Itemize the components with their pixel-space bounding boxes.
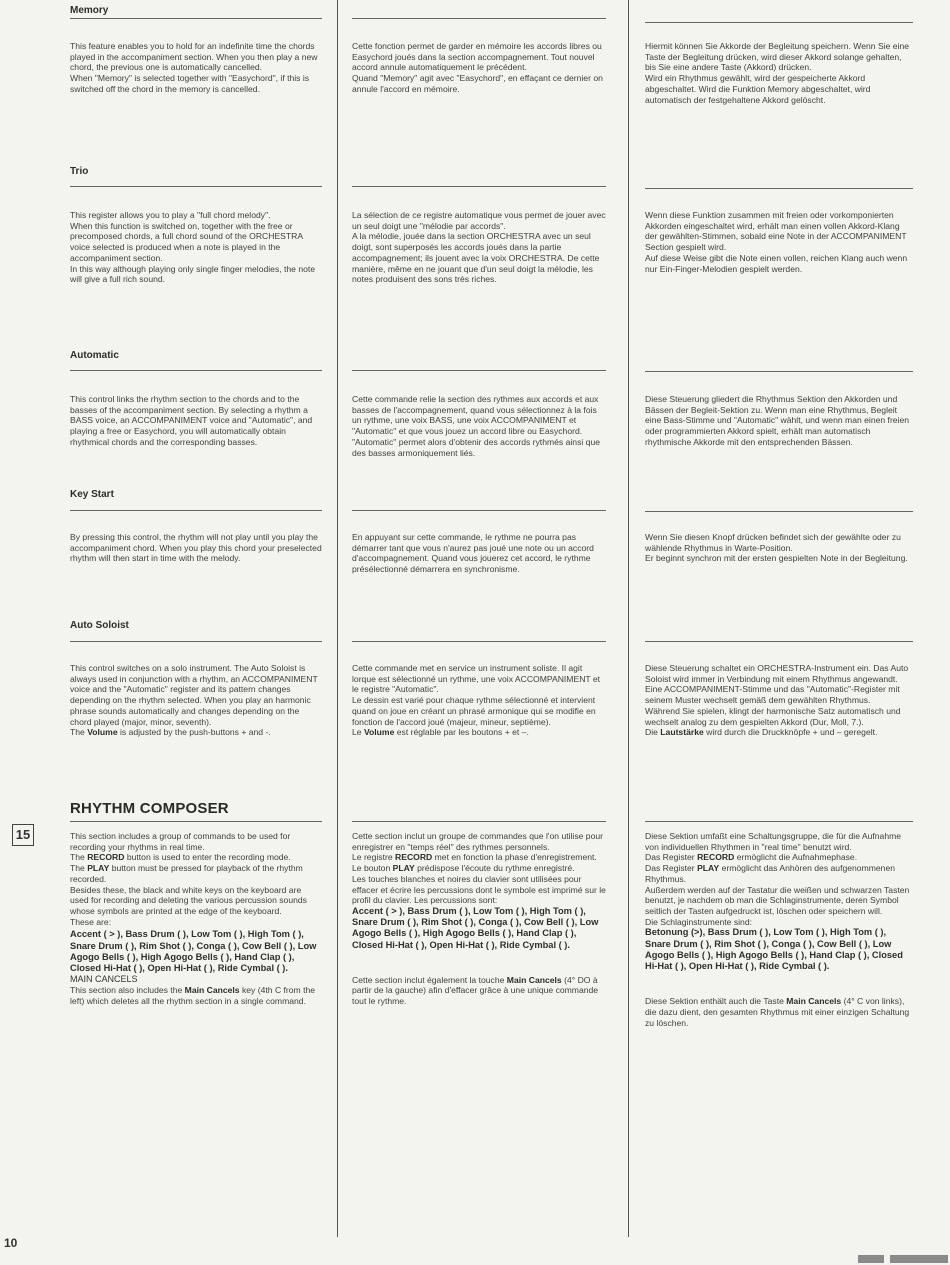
automatic-text-fr (352, 394, 606, 458)
french-column (352, 0, 606, 1265)
section-heading-automatic: Automatic (70, 350, 119, 361)
paragraph: Diese Steuerung gliedert die Rhythmus Sektion den Akkorden und Bässen der Begleit-Sektion zu. Wenn man eine Rhythmus, Begleit eine Bass-Stimme und "Automatic" wählt, und wenn man einen freien oder programmierten Akkord spielt, erhält man automatisch rhythmische Akkorde mit den entsprechenden Bässen. (645, 394, 910, 447)
paragraph: Cette section inclut un groupe de commandes que l'on utilise pour enregistrer en "temps réel" des rythmes personnels. (352, 831, 604, 852)
rhythm-composer-text-fr (352, 831, 606, 1007)
trio-text (70, 210, 322, 285)
paragraph: The PLAY button must be pressed for playback of the rhythm recorded. (70, 863, 303, 884)
automatic-text (70, 394, 322, 448)
paragraph: Le dessin est varié pour chaque rythme sélectionné et intervient quand on joue en créant un phrasé armonique qui se modifie en fonction de l'accord joué (majeur, mineur, septième). (352, 695, 596, 727)
paragraph: En appuyant sur cette commande, le rythme ne pourra pas démarrer tant que vous n'aurez pas joué une note ou un accord d'accompagnement. Quand vous jouerez cet accord, le rythme présélectionné démarrera en synchronisme. (352, 532, 594, 575)
paragraph: Die Lautstärke wird durch die Druckknöpfe + und – geregelt. (645, 727, 878, 738)
section-heading-rhythm-composer: RHYTHM COMPOSER (70, 800, 229, 817)
paragraph: In this way although playing only single finger melodies, the note will give a full rich sound. (70, 263, 316, 285)
german-column (645, 0, 913, 1265)
column-divider (628, 0, 629, 1237)
paragraph: This control links the rhythm section to the chords and to the basses of the accompaniment section. By selecting a rhythm a BASS voice, an ACCOMPANIMENT voice and "Automatic", and playing a free or Easychord, you will automatically obtain rhythmical chords and the corresponding basses. (70, 394, 313, 447)
paragraph: By pressing this control, the rhythm will not play until you play the accompaniment chord. When you play this chord your preselected rhythm will then start in time with the melody. (70, 532, 322, 564)
memory-text-fr (352, 41, 606, 95)
section-heading-key-start: Key Start (70, 489, 114, 500)
paragraph: Wenn Sie diesen Knopf drücken befindet sich der gewählte oder zu wählende Rhythmus in Warte-Position. (645, 532, 901, 553)
trio-text-de (645, 210, 913, 274)
paragraph: La sélection de ce registre automatique vous permet de jouer avec un seul doigt une "mélodie par accords". (352, 210, 606, 231)
main-cancels-heading: MAIN CANCELS (70, 974, 138, 985)
paragraph: Das Register RECORD ermöglicht die Aufnahmephase. (645, 852, 858, 863)
paragraph: Besides these, the black and white keys on the keyboard are used for recording and deleting the various percussion sounds whose symbols are printed at the edge of the keyboard. (70, 884, 307, 916)
paragraph: Le bouton PLAY prédispose l'écoute du rythme enregistré. (352, 863, 575, 874)
paragraph: This section includes a group of commands to be used for recording your rhythms in real time. (70, 831, 291, 852)
paragraph: This section also includes the Main Cancels key (4th C from the left) which deletes all the rhythm section in a single command. (70, 984, 316, 1006)
paragraph: Diese Sektion enthält auch die Taste Main Cancels (4° C von links), die dazu dient, den gesamten Rhythmus mit einer einzigen Schaltung zu löschen. (645, 996, 910, 1028)
automatic-text-de (645, 394, 913, 448)
paragraph: Cette commande relie la section des rythmes aux accords et aux basses de l'accompagnement, quand vous sélectionnez à la fois un rythme, une voix BASS, une voix ACCOMPANIMENT et "Automatic" et que vous jouez un accord libre ou Easychord. "Automatic" permet alors d'obtenir des accords rythmés ainsi que des basses armoniquement liés. (352, 394, 601, 458)
key-start-text-de (645, 532, 913, 564)
paragraph: A la mélodie, jouée dans la section ORCHESTRA avec un seul doigt, sont superposés les accords joués dans la partie accompagnement; ils jouent avec la voix ORCHESTRA. De cette manière, même en ne jouant que d'un seul doigt la mélodie, les notes produisent des sons très riches. (352, 231, 600, 285)
percussion-list: Accent ( > ), Bass Drum ( ), Low Tom ( ), High Tom ( ), Snare Drum ( ), Rim Shot ( ), Conga ( ), Cow Bell ( ), Low Agogo Bells ( ), High Agogo Bells ( ), Hand Clap ( ), Closed Hi-Hat ( ), Open Hi-Hat ( ), Ride Cymbal ( ). (352, 905, 599, 950)
page-number: 10 (4, 1236, 18, 1250)
paragraph: Quand "Memory" agit avec "Easychord", en effaçant ce dernier on annule l'accord en mémoire. (352, 73, 603, 94)
paragraph: Les touches blanches et noires du clavier sont utilisées pour effacer et écrire les percussions dont le symbole est imprimé sur le profil du clavier. Les percussions sont: (352, 873, 606, 906)
paragraph: The Volume is adjusted by the push-buttons + and -. (70, 727, 271, 738)
paragraph: This register allows you to play a "full chord melody". (70, 210, 271, 220)
rhythm-composer-text-de (645, 831, 913, 1028)
rhythm-composer-text (70, 831, 322, 1006)
auto-soloist-text-de (645, 663, 913, 738)
paragraph: Diese Steuerung schaltet ein ORCHESTRA-Instrument ein. Das Auto Soloist wird immer in Verbindung mit einem Rhythmus angewandt. Eine ACCOMPANIMENT-Stimme und das "Automatic"-Register mit seinem Muster wechselt gemäß dem gewählten Rhythmus. (645, 663, 909, 706)
english-column (70, 0, 322, 1265)
section-heading-trio: Trio (70, 166, 89, 177)
key-start-text (70, 532, 322, 564)
percussion-list: Accent ( > ), Bass Drum ( ), Low Tom ( ), High Tom ( ), Snare Drum ( ), Rim Shot ( ), Conga ( ), Cow Bell ( ), Low Agogo Bells ( ), High Agogo Bells ( ), Hand Clap ( ), Closed Hi-Hat ( ), Open Hi-Hat ( ), Ride Cymbal ( ). (70, 929, 317, 973)
paragraph: These are: (70, 916, 112, 927)
column-divider (337, 0, 338, 1237)
paragraph: Diese Sektion umfaßt eine Schaltungsgruppe, die für die Aufnahme von individuellen Rhythmen in "real time" benutzt wird. (645, 831, 902, 852)
paragraph: Außerdem werden auf der Tastatur die weißen und schwarzen Tasten benutzt, je nachdem ob man die Schlaginstrumente, deren Symbol seitlich der Tasten aufgedruckt ist, löschen oder speichern will. (645, 884, 910, 916)
section-number-box: 15 (12, 824, 34, 846)
memory-text-de (645, 41, 913, 105)
key-start-text-fr (352, 532, 606, 575)
paragraph: This feature enables you to hold for an indefinite time the chords played in the accompaniment section. When you then play a new chord, the previous one is automatically cancelled. (70, 41, 318, 73)
paragraph: Während Sie spielen, klingt der harmonische Satz automatisch und wechselt analog zu dem gespielten Akkord (Dur, Moll, 7.). (645, 705, 901, 727)
paragraph: Cette fonction permet de garder en mémoire les accords libres ou Easychord joués dans la section accompagnement. Tout nouvel accord annule automatiquement le précédent. (352, 41, 602, 73)
paragraph: Die Schlaginstrumente sind: (645, 916, 752, 927)
section-heading-memory: Memory (70, 5, 109, 16)
paragraph: Er beginnt synchron mit der ersten gespielten Note in der Begleitung. (645, 553, 908, 564)
paragraph: Cette section inclut également la touche Main Cancels (4° DO à partir de la gauche) afin d'effacer grâce à une unique commande tout le rythme. (352, 974, 599, 1007)
paragraph: Wenn diese Funktion zusammen mit freien oder vorkomponierten Akkorden eingeschaltet wird, erhält man einen vollen Akkord-Klang der gewählten-Stimmen, sobald eine Note in der ACCOMPANIMENT Section gespielt wird. (645, 210, 907, 253)
memory-text (70, 41, 322, 95)
paragraph: The RECORD button is used to enter the recording mode. (70, 852, 291, 863)
auto-soloist-text-fr (352, 663, 606, 738)
paragraph: Wird ein Rhythmus gewählt, wird der gespeicherte Akkord abgeschaltet. Wird die Funktion Memory abgeschaltet, wird automatisch der festgehaltene Akkord gelöscht. (645, 73, 871, 105)
paragraph: When "Memory" is selected together with "Easychord", if this is switched off the chord in the memory is cancelled. (70, 73, 310, 94)
paragraph: Hiermit können Sie Akkorde der Begleitung speichern. Wenn Sie eine Taste der Begleitung drücken, wird dieser Akkord solange gehalten, bis Sie eine andere Taste (Akkord) drücken. (645, 41, 910, 73)
paragraph: Cette commande met en service un instrument soliste. Il agit lorque est sélectionné un rythme, une voix ACCOMPANIMENT et le registre "Automatic". (352, 663, 601, 695)
paragraph: Le registre RECORD met en fonction la phase d'enregistrement. (352, 852, 597, 863)
paragraph: Das Register PLAY ermöglicht das Anhören des aufgenommenen Rhythmus. (645, 863, 896, 884)
paragraph: Le Volume est réglable par les boutons + et –. (352, 727, 529, 738)
auto-soloist-text (70, 663, 322, 738)
section-heading-auto-soloist: Auto Soloist (70, 620, 129, 631)
paragraph: Auf diese Weise gibt die Note einen vollen, reichen Klang auch wenn nur Ein-Finger-Melodien gespielt werden. (645, 252, 908, 274)
paragraph: This control switches on a solo instrument. The Auto Soloist is always used in conjunction with a rhythm, an ACCOMPANIMENT voice and the "Automatic" register and its pattern changes depending on the rhythm selected. When you play an harmonic phrase sounds automatically and changes depending on the chord played (major, minor, seventh). (70, 663, 318, 727)
percussion-list: Betonung (>), Bass Drum ( ), Low Tom ( ), High Tom ( ), Snare Drum ( ), Rim Shot ( ), Conga ( ), Cow Bell ( ), Low Agogo Bells ( ), High Agogo Bells ( ), Hand Clap ( ), Closed Hi-Hat ( ), Open Hi-Hat ( ), Ride Cymbal ( ). (645, 927, 903, 971)
paragraph: When this function is switched on, together with the free or precomposed chords, a full chord sound of the ORCHESTRA voice selected is produced when a note is played in the accompaniment section. (70, 220, 303, 263)
trio-text-fr (352, 210, 606, 285)
